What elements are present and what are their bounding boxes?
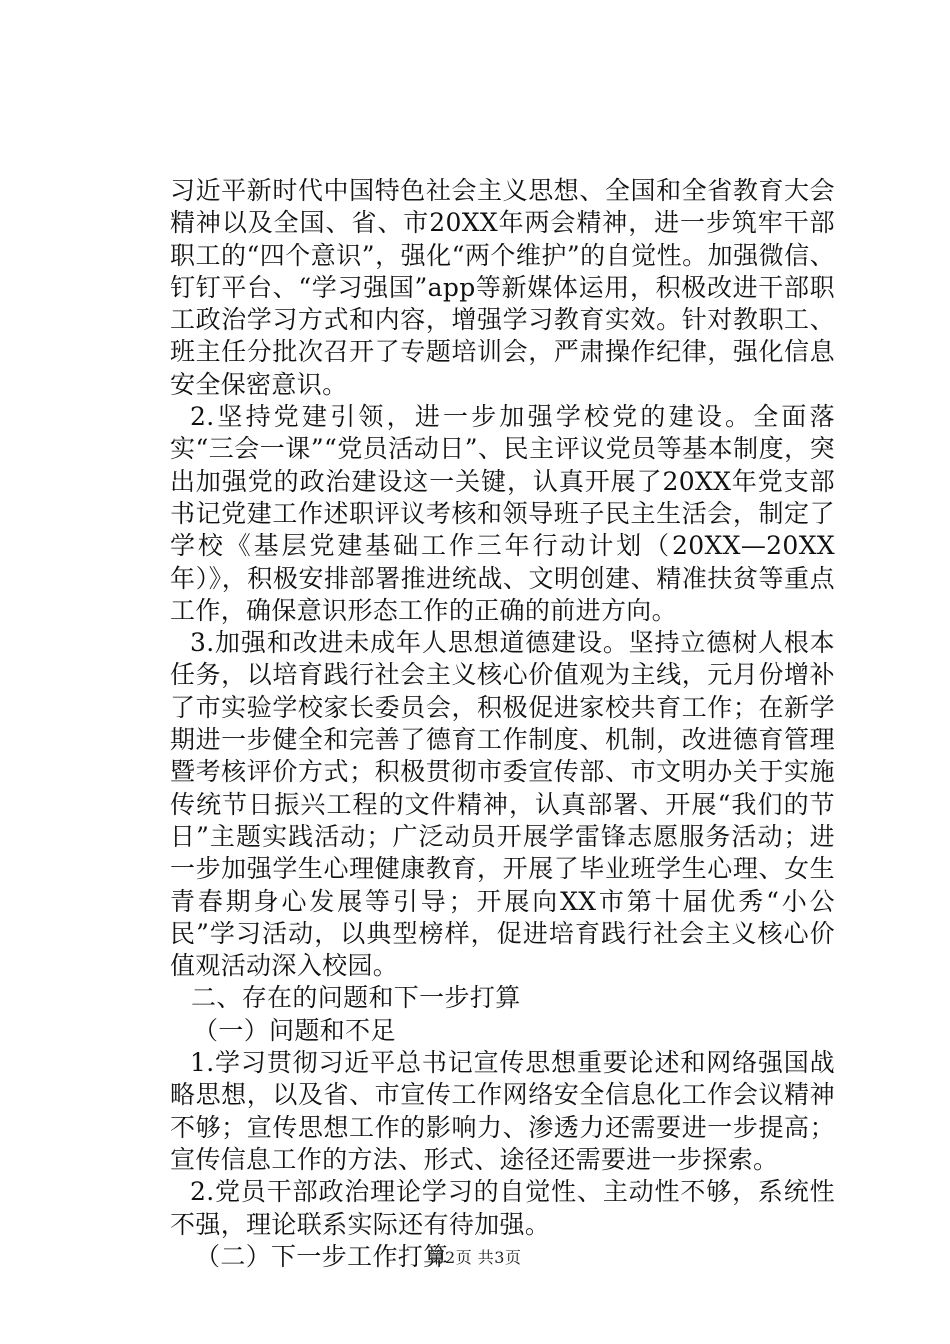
paragraph-problem-2: 2.党员干部政治理论学习的自觉性、主动性不够，系统性不强，理论联系实际还有待加强。	[170, 1177, 835, 1239]
document-body	[170, 175, 835, 1273]
paragraph-problem-1: 1.学习贯彻习近平总书记宣传思想重要论述和网络强国战略思想，以及省、市宣传工作网络安全信息化工作会议精神不够；宣传思想工作的影响力、渗透力还需要进一步提高；宣传信息工作的方法、形式、途径还需要进一步探索。	[170, 1048, 835, 1174]
paragraph-moral-education: 3.加强和改进未成年人思想道德建设。坚持立德树人根本任务，以培育践行社会主义核心价值观为主线，元月份增补了市实验学校家长委员会，积极促进家校共育工作；在新学期进一步健全和完善了德育工作制度、机制，改进德育管理暨考核评价方式；积极贯彻市委宣传部、市文明办关于实施传统节日振兴工程的文件精神，认真部署、开展“我们的节日”主题实践活动；广泛动员开展学雷锋志愿服务活动；进一步加强学生心理健康教育，开展了毕业班学生心理、女生青春期身心发展等引导；开展向XX市第十届优秀“小公民”学习活动，以典型榜样，促进培育践行社会主义核心价值观活动深入校园。	[170, 628, 835, 981]
section-heading-problems-and-plans: 二、存在的问题和下一步打算	[191, 983, 521, 1013]
page-footer: 第2页 共3页	[428, 1248, 522, 1267]
paragraph-party-building: 2.坚持党建引领，进一步加强学校党的建设。全面落实“三会一课”“党员活动日”、民主评议党员等基本制度，突出加强党的政治建设这一关键，认真开展了20XX年党支部书记党建工作述职评议考核和领导班子民主生活会，制定了学校《基层党建基础工作三年行动计划（20XX—20XX年）》，积极安排部署推进统战、文明创建、精准扶贫等重点工作，确保意识形态工作的正确的前进方向。	[170, 402, 835, 625]
subsection-heading-problems: （一）问题和不足	[193, 1015, 396, 1045]
subsection-heading-next-steps: （二）下一步工作打算	[195, 1241, 449, 1271]
paragraph-political-study-continued: 习近平新时代中国特色社会主义思想、全国和全省教育大会精神以及全国、省、市20XX年两会精神，进一步筑牢干部职工的“四个意识”，强化“两个维护”的自觉性。加强微信、钉钉平台、“学习强国”app等新媒体运用，积极改进干部职工政治学习方式和内容，增强学习教育实效。针对教职工、班主任分批次召开了专题培训会，严肃操作纪律，强化信息安全保密意识。	[170, 176, 835, 399]
